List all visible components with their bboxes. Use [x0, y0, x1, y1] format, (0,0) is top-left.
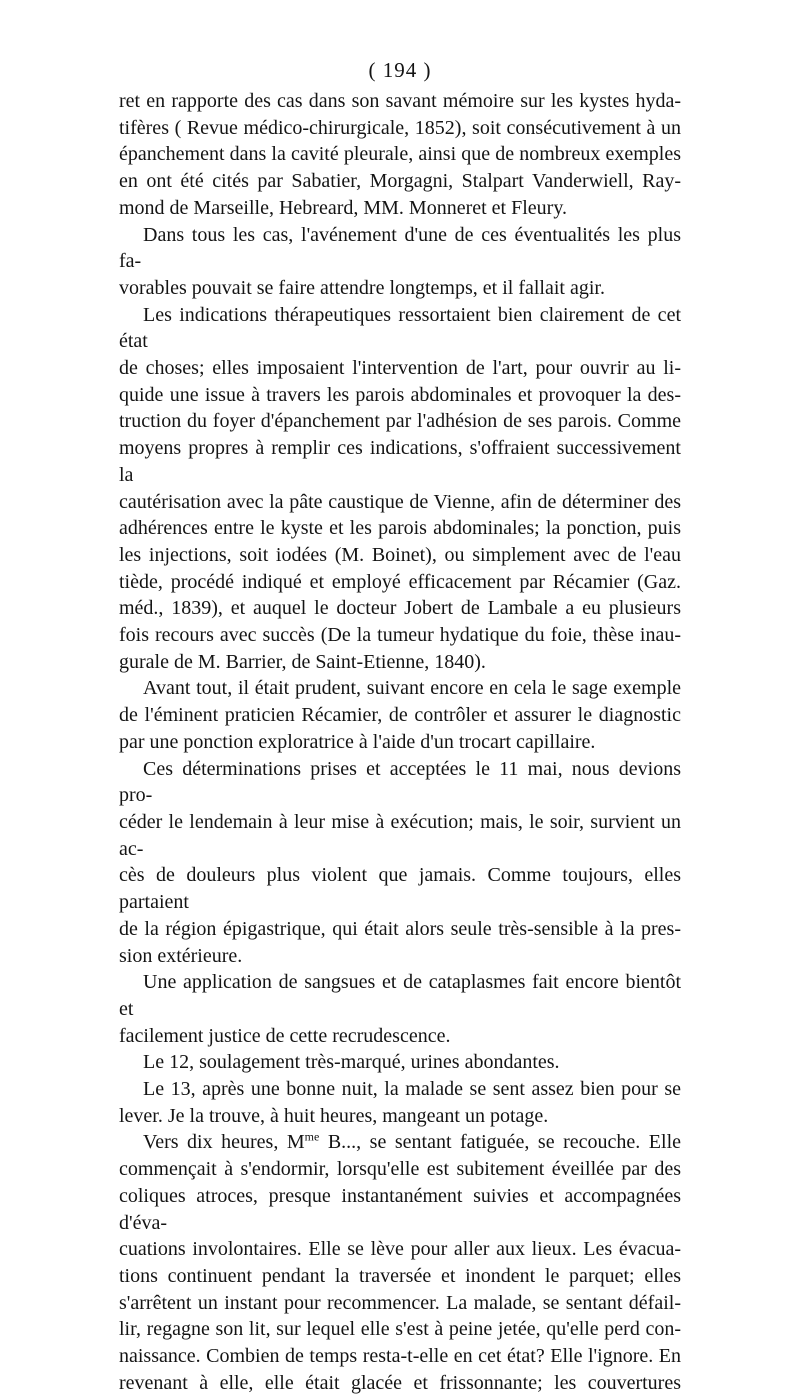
text-line: revenant à elle, elle était glacée et frissonnante; les couvertures	[119, 1371, 681, 1394]
paragraph	[119, 1076, 681, 1129]
body-text	[119, 88, 681, 1396]
text-line: de la région épigastrique, qui était alors seule très-sensible à la pres-	[119, 917, 681, 940]
text-line	[119, 1129, 681, 1156]
text-line: par une ponction exploratrice à l'aide d'un trocart capillaire.	[119, 730, 596, 753]
paragraph	[119, 222, 681, 302]
text-line: naissance. Combien de temps resta-t-elle en cet état? Elle l'ignore. En	[119, 1345, 681, 1368]
paragraph	[119, 969, 681, 1049]
superscript: me	[304, 1129, 320, 1144]
text-line: lir, regagne son lit, sur lequel elle s'est à peine jetée, qu'elle perd con-	[119, 1318, 681, 1341]
text-line: moyens propres à remplir ces indications, s'offraient successivement la	[119, 437, 681, 486]
text-line: adhérences entre le kyste et les parois abdominales; la ponction, puis	[119, 517, 681, 540]
paragraph	[119, 675, 681, 755]
text-line: tiède, procédé indiqué et employé efficacement par Récamier (Gaz.	[119, 570, 681, 593]
text-line: commençait à s'endormir, lorsqu'elle est subitement éveillée par des	[119, 1158, 681, 1181]
text-line: Dans tous les cas, l'avénement d'une de ces éventualités les plus fa-	[119, 223, 681, 273]
text-line: lever. Je la trouve, à huit heures, mangeant un potage.	[119, 1104, 549, 1127]
text-line: céder le lendemain à leur mise à exécution; mais, le soir, survient un ac-	[119, 810, 681, 860]
text-line: épanchement dans la cavité pleurale, ainsi que de nombreux exemples	[119, 143, 681, 166]
text-line: vorables pouvait se faire attendre longtemps, et il fallait agir.	[119, 276, 605, 299]
text-line: méd., 1839), et auquel le docteur Jobert de Lambale a eu plusieurs	[119, 597, 681, 620]
page-number: ( 194 )	[368, 58, 432, 82]
text-fragment: B..., se sentant fatiguée, se recouche. Elle	[319, 1131, 682, 1154]
paragraph	[119, 302, 681, 676]
text-line: quide une issue à travers les parois abdominales et provoquer la des-	[119, 383, 681, 406]
text-line: tions continuent pendant la traversée et inondent le parquet; elles	[119, 1264, 681, 1287]
text-line: cès de douleurs plus violent que jamais. Comme toujours, elles partaient	[119, 864, 681, 914]
text-line: en ont été cités par Sabatier, Morgagni, Stalpart Vanderwiell, Ray-	[119, 170, 681, 193]
paragraph	[119, 756, 681, 970]
paragraph	[119, 88, 681, 222]
text-line: Une application de sangsues et de cataplasmes fait encore bientôt et	[119, 971, 681, 1020]
text-line: sion extérieure.	[119, 944, 243, 967]
text-line: fois recours avec succès (De la tumeur hydatique du foie, thèse inau-	[119, 624, 681, 647]
text-line: s'arrêtent un instant pour recommencer. La malade, se sentant défail-	[119, 1291, 681, 1314]
text-line: Le 12, soulagement très-marqué, urines abondantes.	[143, 1051, 560, 1074]
text-line: de choses; elles imposaient l'intervention de l'art, pour ouvrir au li-	[119, 357, 681, 380]
text-line: tifères ( Revue médico-chirurgicale, 1852), soit consécutivement à un	[119, 116, 681, 139]
text-fragment: Vers dix heures, M	[143, 1131, 305, 1154]
text-line: facilement justice de cette recrudescence.	[119, 1024, 451, 1047]
text-line: ret en rapporte des cas dans son savant mémoire sur les kystes hyda-	[119, 90, 681, 112]
text-line: coliques atroces, presque instantanément suivies et accompagnées d'éva-	[119, 1184, 681, 1234]
text-line: les injections, soit iodées (M. Boinet), ou simplement avec de l'eau	[119, 543, 681, 566]
text-line: gurale de M. Barrier, de Saint-Etienne, 1840).	[119, 650, 486, 673]
text-line: de l'éminent praticien Récamier, de contrôler et assurer le diagnostic	[119, 704, 681, 727]
paragraph	[119, 1049, 681, 1076]
paragraph	[119, 1129, 681, 1396]
text-line: truction du foyer d'épanchement par l'adhésion de ses parois. Comme	[119, 410, 681, 433]
text-line: Ces déterminations prises et acceptées le 11 mai, nous devions pro-	[119, 757, 681, 807]
text-line: mond de Marseille, Hebreard, MM. Monneret et Fleury.	[119, 196, 568, 219]
text-line: cuations involontaires. Elle se lève pour aller aux lieux. Les évacua-	[119, 1238, 681, 1261]
text-line: cautérisation avec la pâte caustique de Vienne, afin de déterminer des	[119, 490, 681, 513]
text-line: Avant tout, il était prudent, suivant encore en cela le sage exemple	[143, 677, 681, 700]
text-line: Les indications thérapeutiques ressortaient bien clairement de cet état	[119, 303, 681, 353]
text-line: Le 13, après une bonne nuit, la malade se sent assez bien pour se	[143, 1078, 681, 1101]
